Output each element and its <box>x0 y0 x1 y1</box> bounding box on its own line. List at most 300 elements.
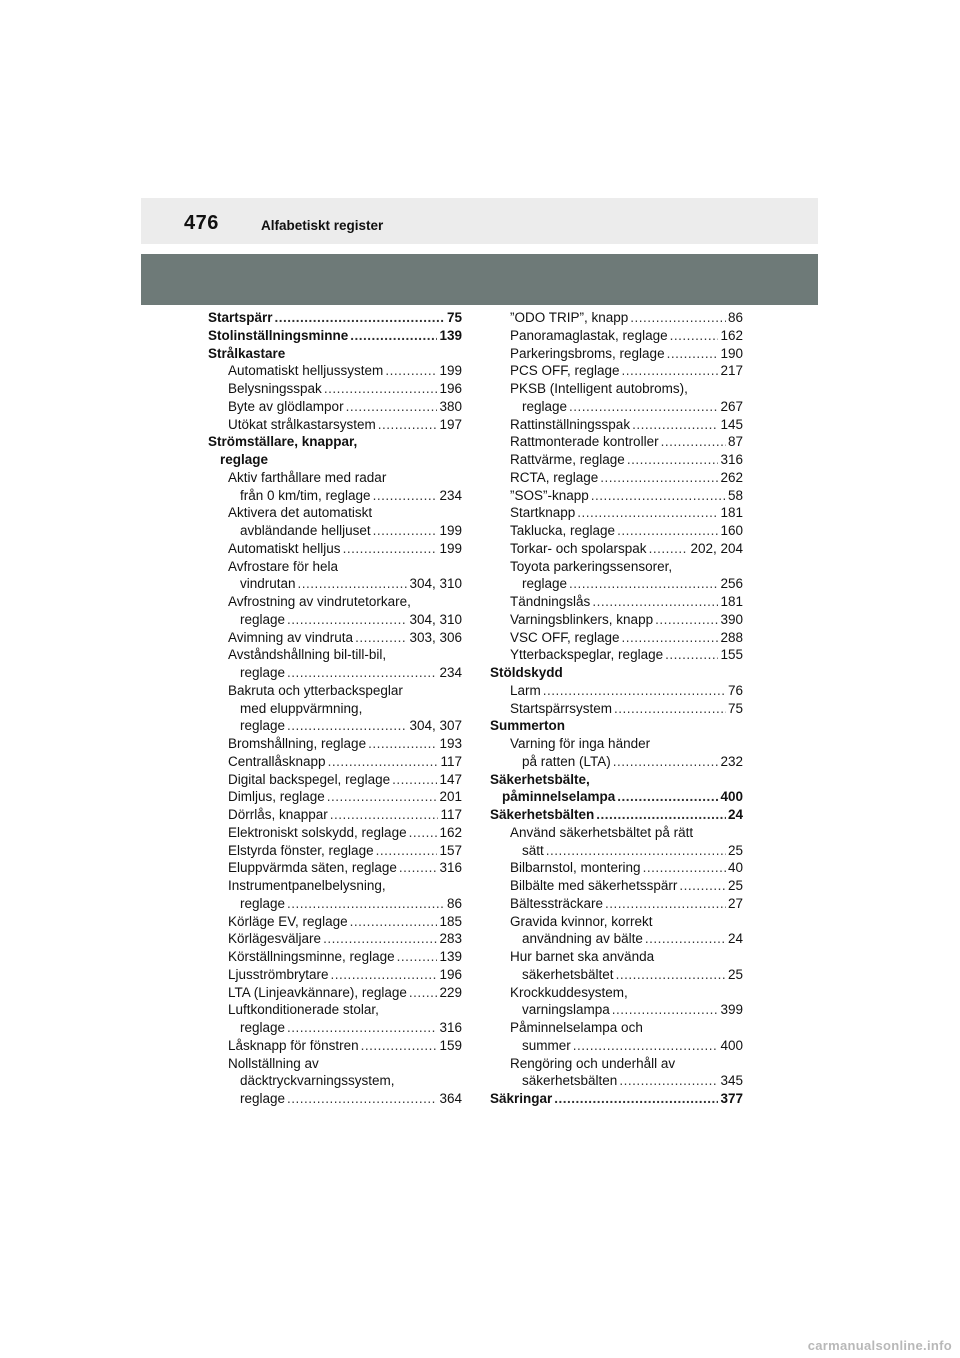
index-entry <box>490 664 743 682</box>
index-entry-page: 76 <box>727 682 743 698</box>
index-entry-text: summer <box>522 1037 571 1053</box>
index-entry-text: Rattmonterade kontroller <box>510 434 659 450</box>
index-entry <box>490 948 743 966</box>
index-entry-text: Varning för inga händer <box>510 736 651 751</box>
index-entry-text: Avfrostning av vindrutetorkare, <box>228 594 411 609</box>
dot-leader <box>643 859 726 877</box>
dot-leader <box>385 362 437 380</box>
index-entry-text: sätt <box>522 842 544 858</box>
dot-leader <box>350 327 437 345</box>
dot-leader <box>600 469 718 487</box>
index-entry <box>208 824 462 842</box>
dot-leader <box>409 824 438 842</box>
index-entry <box>208 664 462 682</box>
index-entry-page: 304, 310 <box>409 576 462 592</box>
index-entry-page: 197 <box>439 416 462 432</box>
index-entry <box>208 735 462 753</box>
index-entry-text: Ljusströmbrytare <box>228 966 329 982</box>
index-entry-page: 117 <box>440 753 462 769</box>
page-number: 476 <box>184 212 219 234</box>
index-entry-text: reglage <box>240 1020 286 1035</box>
index-entry <box>208 984 462 1002</box>
index-entry-text: Larm <box>510 682 541 698</box>
index-entry <box>208 362 462 380</box>
index-entry-text: Hur barnet ska använda <box>510 949 655 964</box>
index-entry-page: 157 <box>439 842 462 858</box>
index-entry <box>208 1001 462 1019</box>
index-entry-page: 262 <box>720 469 743 485</box>
index-entry-text: Säkerhetsbälte, <box>490 771 590 787</box>
index-entry <box>208 646 462 664</box>
index-entry-text: Avimning av vindruta <box>228 629 354 645</box>
index-entry-text: Avståndshållning bil-till-bil, <box>228 647 387 663</box>
index-entry <box>490 380 743 398</box>
index-entry <box>208 930 462 948</box>
dot-leader <box>617 788 718 806</box>
index-entry-page: 256 <box>720 576 743 592</box>
index-entry-text: LTA (Linjeavkännare), reglage <box>228 984 407 1000</box>
index-entry-page: 145 <box>720 416 743 432</box>
index-entry <box>490 717 743 735</box>
index-entry-text: reglage <box>220 452 269 467</box>
dot-leader <box>392 771 437 789</box>
index-entry <box>208 771 462 789</box>
index-entry-text: Bromshållning, reglage <box>228 736 367 751</box>
dot-leader <box>343 540 438 558</box>
index-entry-page: 196 <box>439 966 462 982</box>
index-entry-page: 390 <box>720 611 743 627</box>
index-entry-page: 117 <box>440 807 462 822</box>
index-entry-page: 190 <box>720 345 743 361</box>
index-entry-text: Nollställning av <box>228 1055 319 1071</box>
index-entry-text: Taklucka, reglage <box>510 523 616 538</box>
index-entry <box>208 806 462 824</box>
index-entry <box>490 575 743 593</box>
index-entry-page: 58 <box>727 487 743 503</box>
index-entry-page: 316 <box>439 860 462 876</box>
index-entry <box>208 913 462 931</box>
index-entry <box>490 1055 743 1073</box>
dot-leader <box>373 487 438 505</box>
index-entry-text: Tändningslås <box>510 594 591 609</box>
index-entry-text: på ratten (LTA) <box>522 753 611 769</box>
index-entry-page: 162 <box>439 824 462 840</box>
index-entry-page: 380 <box>439 398 462 414</box>
dot-leader <box>661 433 726 451</box>
index-entry <box>208 398 462 416</box>
index-entry-text: Använd säkerhetsbältet på rätt <box>510 824 694 840</box>
dot-leader <box>287 1019 437 1037</box>
index-entry <box>208 540 462 558</box>
chapter-band <box>141 254 818 305</box>
index-entry-text: Aktiv farthållare med radar <box>228 469 387 485</box>
index-entry-page: 199 <box>439 363 462 379</box>
index-entry-text: Rattinställningsspak <box>510 416 631 432</box>
index-entry <box>490 1072 743 1090</box>
dot-leader <box>569 398 718 416</box>
dot-leader <box>331 966 438 984</box>
index-entry <box>208 948 462 966</box>
index-entry-page: 316 <box>720 452 743 467</box>
index-entry-page: 316 <box>439 1020 462 1035</box>
index-entry <box>208 682 462 700</box>
index-entry-text: Automatiskt helljussystem <box>228 363 384 379</box>
index-entry <box>490 859 743 877</box>
dot-leader <box>617 522 718 540</box>
index-entry-text: Krockkuddesystem, <box>510 984 628 1000</box>
index-entry-page: 159 <box>439 1037 462 1053</box>
index-entry <box>490 398 743 416</box>
index-entry-text: Centrallåsknapp <box>228 753 326 769</box>
dot-leader <box>596 806 726 824</box>
index-entry-text: Bakruta och ytterbackspeglar <box>228 682 403 698</box>
index-entry-text: reglage <box>240 718 286 734</box>
index-entry-page: 229 <box>439 984 462 1000</box>
index-column-left <box>208 309 462 1108</box>
index-entry <box>490 487 743 505</box>
index-entry <box>208 753 462 771</box>
index-entry-page: 27 <box>727 895 743 911</box>
index-entry <box>208 717 462 735</box>
index-entry-text: reglage <box>240 611 286 627</box>
index-entry <box>208 1072 462 1090</box>
index-entry <box>208 1055 462 1073</box>
dot-leader <box>577 504 718 522</box>
index-entry-page: 345 <box>720 1073 743 1089</box>
index-entry <box>208 327 462 345</box>
index-entry-page: 283 <box>439 931 462 947</box>
index-entry-text: Dimljus, reglage <box>228 789 325 805</box>
index-entry <box>208 575 462 593</box>
dot-leader <box>632 416 718 434</box>
dot-leader <box>298 575 408 593</box>
watermark: carmanualsonline.info <box>807 1338 952 1353</box>
dot-leader <box>378 416 438 434</box>
index-entry-text: RCTA, reglage <box>510 469 599 485</box>
dot-leader <box>350 913 438 931</box>
index-entry-text: Instrumentpanelbelysning, <box>228 878 386 893</box>
index-entry <box>208 700 462 718</box>
index-entry-text: ”SOS”-knapp <box>510 487 589 503</box>
index-entry-page: 201 <box>439 789 462 805</box>
index-entry <box>490 646 743 664</box>
dot-leader <box>355 629 407 647</box>
index-entry-text: Varningsblinkers, knapp <box>510 611 654 627</box>
index-entry-text: med eluppvärmning, <box>240 700 363 716</box>
index-entry-page: 234 <box>439 487 462 503</box>
index-entry-page: 139 <box>439 327 462 343</box>
dot-leader <box>622 629 719 647</box>
dot-leader <box>324 380 438 398</box>
index-entry-text: reglage <box>240 895 286 911</box>
index-entry-text: varningslampa <box>522 1002 610 1018</box>
dot-leader <box>592 593 718 611</box>
index-entry-text: Startspärr <box>208 310 273 325</box>
dot-leader <box>287 1090 437 1108</box>
index-entry-text: Strålkastare <box>208 345 286 361</box>
index-entry-text: Byte av glödlampor <box>228 398 344 414</box>
dot-leader <box>630 309 726 327</box>
index-entry-page: 304, 307 <box>409 718 462 734</box>
index-entry-page: 75 <box>727 700 743 716</box>
index-entry-page: 400 <box>720 1037 743 1053</box>
dot-leader <box>655 611 718 629</box>
index-entry <box>208 1037 462 1055</box>
dot-leader <box>573 1037 719 1055</box>
index-entry-text: Stolinställningsminne <box>208 327 349 343</box>
index-entry-text: Startspärrsystem <box>510 700 613 716</box>
index-entry-text: Summerton <box>490 718 566 734</box>
index-entry-text: reglage <box>522 398 568 414</box>
index-entry-text: Strömställare, knappar, <box>208 434 358 450</box>
index-entry-text: reglage <box>240 665 286 680</box>
index-entry-text: Rattvärme, reglage <box>510 452 625 467</box>
dot-leader <box>613 753 719 771</box>
index-entry <box>490 593 743 611</box>
dot-leader <box>376 842 438 860</box>
index-entry-text: Körställningsminne, reglage <box>228 949 395 964</box>
dot-leader <box>368 735 437 753</box>
index-entry <box>208 380 462 398</box>
index-entry <box>490 984 743 1002</box>
index-entry-page: 25 <box>727 878 743 893</box>
index-entry <box>208 611 462 629</box>
index-entry <box>490 1037 743 1055</box>
index-entry <box>208 842 462 860</box>
index-entry-page: 24 <box>727 931 743 947</box>
index-entry <box>208 309 462 327</box>
dot-leader <box>287 664 437 682</box>
dot-leader <box>645 930 726 948</box>
index-entry-page: 147 <box>439 771 462 787</box>
index-entry <box>208 1019 462 1037</box>
dot-leader <box>327 788 438 806</box>
index-entry-text: Panoramaglastak, reglage <box>510 327 668 343</box>
index-entry <box>490 788 743 806</box>
index-entry <box>490 877 743 895</box>
index-entry-text: vindrutan <box>240 576 296 592</box>
index-entry-page: 155 <box>720 647 743 663</box>
index-entry-text: användning av bälte <box>522 931 643 947</box>
index-entry-text: VSC OFF, reglage <box>510 629 620 645</box>
index-entry-text: Torkar- och spolarspak <box>510 540 647 556</box>
index-entry <box>208 1090 462 1108</box>
index-entry-page: 232 <box>720 753 743 769</box>
dot-leader <box>619 1072 718 1090</box>
index-entry <box>208 416 462 434</box>
index-entry-text: Bältessträckare <box>510 895 604 911</box>
dot-leader <box>323 930 437 948</box>
index-entry <box>490 824 743 842</box>
index-entry-text: Säkringar <box>490 1091 553 1106</box>
index-entry <box>490 629 743 647</box>
index-entry-text: PKSB (Intelligent autobroms), <box>510 381 688 396</box>
section-title: Alfabetiskt register <box>261 218 384 233</box>
index-entry-page: 25 <box>727 966 743 982</box>
index-entry <box>490 451 743 469</box>
dot-leader <box>373 522 438 540</box>
index-entry <box>208 895 462 913</box>
dot-leader <box>591 487 726 505</box>
index-entry-page: 304, 310 <box>409 611 462 627</box>
index-entry <box>490 416 743 434</box>
index-entry-text: säkerhetsbältet <box>522 966 614 982</box>
index-entry <box>490 309 743 327</box>
index-entry-text: Gravida kvinnor, korrekt <box>510 913 653 929</box>
dot-leader <box>554 1090 718 1108</box>
index-entry <box>490 504 743 522</box>
index-entry-text: ”ODO TRIP”, knapp <box>510 310 629 325</box>
dot-leader <box>569 575 718 593</box>
index-entry <box>208 859 462 877</box>
index-entry-text: Digital backspegel, reglage <box>228 771 391 787</box>
index-entry <box>490 540 743 558</box>
index-entry <box>490 682 743 700</box>
index-entry <box>490 345 743 363</box>
index-entry <box>208 629 462 647</box>
dot-leader <box>287 611 407 629</box>
index-entry <box>208 487 462 505</box>
index-entry-page: 193 <box>439 736 462 751</box>
index-entry-page: 217 <box>720 363 743 379</box>
index-entry-text: Stöldskydd <box>490 665 563 680</box>
index-entry-page: 181 <box>720 594 743 609</box>
index-entry-text: Säkerhetsbälten <box>490 807 595 822</box>
index-entry <box>490 1001 743 1019</box>
index-entry-text: Bilbarnstol, montering <box>510 860 641 876</box>
index-entry-text: däcktryckvarningssystem, <box>240 1073 395 1089</box>
index-entry-page: 202, 204 <box>690 540 743 556</box>
index-entry <box>490 469 743 487</box>
index-entry-text: Parkeringsbroms, reglage <box>510 345 665 361</box>
index-entry <box>490 522 743 540</box>
index-entry-text: Toyota parkeringssensorer, <box>510 558 673 574</box>
index-entry-page: 162 <box>720 327 743 343</box>
index-entry-page: 199 <box>439 523 462 538</box>
index-entry-text: Eluppvärmda säten, reglage <box>228 860 397 876</box>
dot-leader <box>622 362 719 380</box>
index-entry <box>208 345 462 363</box>
index-entry <box>490 700 743 718</box>
index-entry-page: 86 <box>446 895 462 911</box>
dot-leader <box>330 806 439 824</box>
index-entry <box>490 753 743 771</box>
index-entry-text: Utökat strålkastarsystem <box>228 416 376 432</box>
dot-leader <box>409 984 438 1002</box>
index-entry-page: 234 <box>439 665 462 680</box>
index-entry-text: Rengöring och underhåll av <box>510 1055 676 1071</box>
index-entry-page: 139 <box>439 949 462 964</box>
index-entry-text: från 0 km/tim, reglage <box>240 487 371 503</box>
dot-leader <box>546 842 726 860</box>
header-band <box>141 198 818 244</box>
index-entry <box>490 913 743 931</box>
dot-leader <box>397 948 438 966</box>
index-entry <box>208 433 462 451</box>
index-entry <box>208 593 462 611</box>
index-entry-text: Aktivera det automatiskt <box>228 505 373 521</box>
dot-leader <box>399 859 438 877</box>
dot-leader <box>627 451 719 469</box>
index-entry-page: 40 <box>727 860 743 876</box>
dot-leader <box>275 309 445 327</box>
dot-leader <box>287 895 445 913</box>
index-entry-page: 267 <box>720 398 743 414</box>
index-entry-text: Dörrlås, knappar <box>228 807 328 822</box>
index-entry-text: reglage <box>240 1091 286 1106</box>
index-entry <box>490 611 743 629</box>
index-entry <box>208 504 462 522</box>
index-entry-page: 86 <box>727 310 743 325</box>
index-entry <box>490 433 743 451</box>
index-entry-text: Bilbälte med säkerhetsspärr <box>510 878 678 893</box>
dot-leader <box>328 753 439 771</box>
index-entry <box>208 522 462 540</box>
index-entry <box>208 451 462 469</box>
dot-leader <box>614 700 726 718</box>
index-entry <box>490 362 743 380</box>
index-entry-page: 24 <box>727 807 743 822</box>
index-entry-page: 303, 306 <box>409 629 462 645</box>
index-entry-text: Avfrostare för hela <box>228 558 339 574</box>
index-entry <box>490 327 743 345</box>
index-entry-text: Låsknapp för fönstren <box>228 1037 359 1053</box>
index-entry <box>490 842 743 860</box>
index-entry-text: Elstyrda fönster, reglage <box>228 842 374 858</box>
index-entry-text: avbländande helljuset <box>240 523 371 538</box>
index-column-right <box>490 309 743 1108</box>
index-entry-text: Körläge EV, reglage <box>228 913 348 929</box>
index-entry-page: 364 <box>439 1091 462 1106</box>
index-entry <box>208 558 462 576</box>
index-entry <box>490 558 743 576</box>
index-entry <box>208 877 462 895</box>
index-entry-page: 399 <box>720 1002 743 1018</box>
dot-leader <box>670 327 719 345</box>
dot-leader <box>346 398 438 416</box>
index-entry-text: Körlägesväljare <box>228 931 322 947</box>
dot-leader <box>679 877 726 895</box>
index-entry-text: påminnelselampa <box>502 789 616 805</box>
index-entry-text: PCS OFF, reglage <box>510 363 620 379</box>
index-entry-page: 288 <box>720 629 743 645</box>
index-entry <box>490 771 743 789</box>
dot-leader <box>667 345 719 363</box>
index-entry-text: reglage <box>522 576 568 592</box>
index-entry-page: 400 <box>720 789 743 805</box>
index-entry-page: 185 <box>439 913 462 929</box>
index-entry-page: 160 <box>720 523 743 538</box>
index-entry-page: 87 <box>727 434 743 450</box>
index-entry-text: Automatiskt helljus <box>228 540 341 556</box>
index-entry-text: Ytterbackspeglar, reglage <box>510 647 664 663</box>
index-entry-page: 75 <box>446 310 462 325</box>
index-entry <box>490 735 743 753</box>
index-entry <box>490 930 743 948</box>
index-entry-text: Startknapp <box>510 505 576 521</box>
index-entry <box>490 895 743 913</box>
index-entry-text: Belysningsspak <box>228 381 322 396</box>
dot-leader <box>361 1037 438 1055</box>
dot-leader <box>616 966 726 984</box>
index-entry-page: 25 <box>727 842 743 858</box>
index-entry-text: Luftkonditionerade stolar, <box>228 1002 379 1018</box>
index-entry-page: 377 <box>720 1091 743 1106</box>
index-entry-text: Påminnelselampa och <box>510 1020 643 1035</box>
index-entry <box>490 966 743 984</box>
dot-leader <box>543 682 726 700</box>
index-entry-text: Elektroniskt solskydd, reglage <box>228 824 407 840</box>
